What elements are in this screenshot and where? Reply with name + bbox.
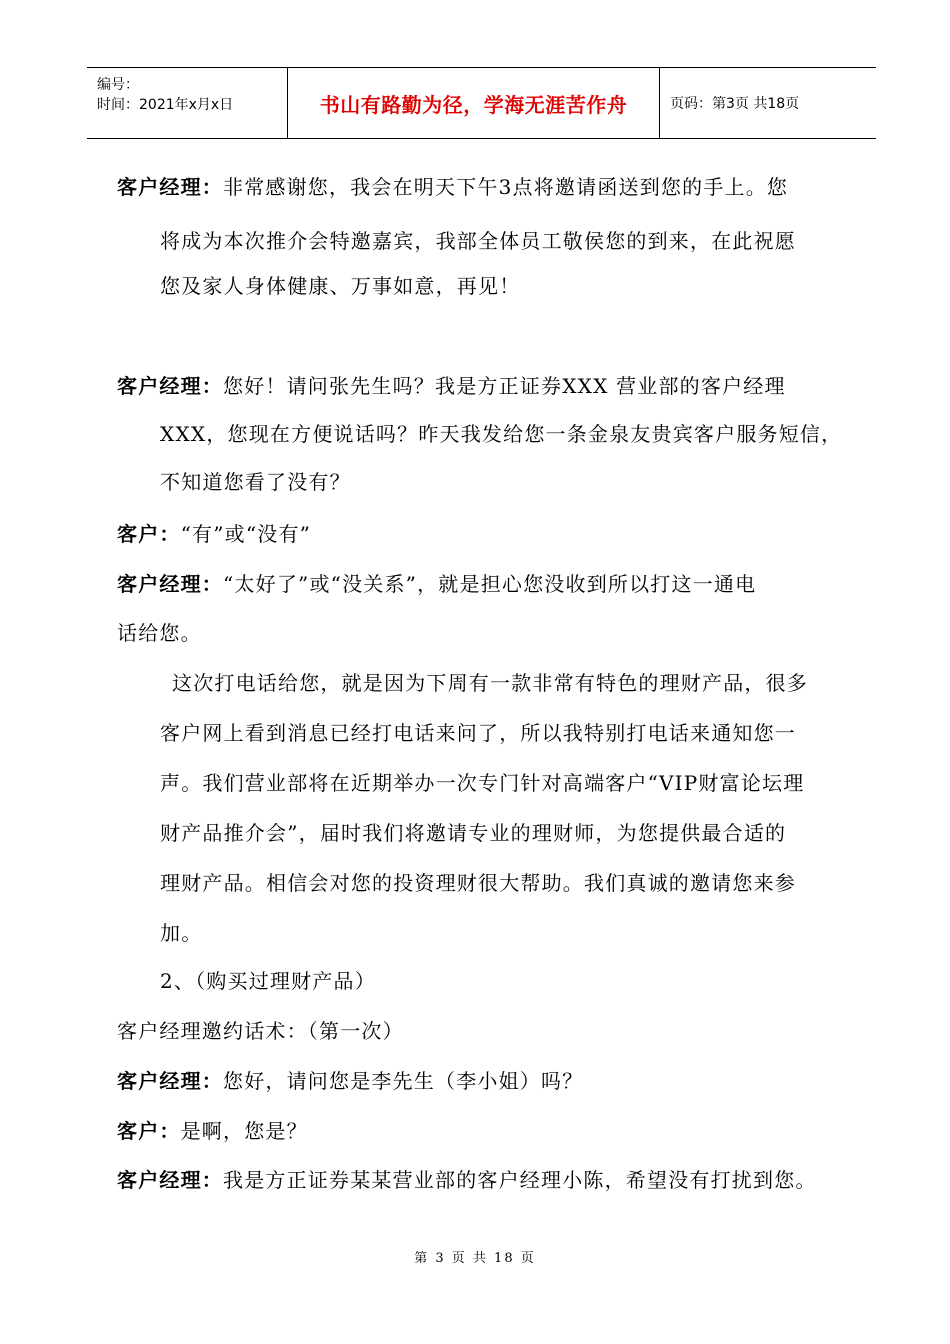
speaker-label: 客户经理： xyxy=(117,1168,223,1192)
speaker-label: 客户经理： xyxy=(117,1069,223,1093)
header-page-cell xyxy=(660,68,876,138)
paragraph-line: 不知道您看了没有？ xyxy=(160,470,351,494)
speaker-label: 客户经理： xyxy=(117,374,223,398)
dialogue-text: “太好了”或“没关系”，就是担心您没收到所以打这一通电 xyxy=(223,572,757,596)
dialogue-text: 非常感谢您，我会在明天下午3点将邀请函送到您的手上。您 xyxy=(223,175,789,199)
paragraph-line: 加。 xyxy=(160,921,203,945)
paragraph-line: 这次打电话给您，就是因为下周有一款非常有特色的理财产品，很多 xyxy=(172,671,808,695)
speaker-label: 客户经理： xyxy=(117,175,223,199)
paragraph-line xyxy=(117,1067,583,1095)
speaker-label: 客户： xyxy=(117,522,181,546)
paragraph-line xyxy=(117,1117,308,1145)
page-footer: 第 3 页 共 18 页 xyxy=(414,1251,536,1266)
speaker-label: 客户： xyxy=(117,1119,181,1143)
paragraph-line: XXX，您现在方便说话吗？昨天我发给您一条金泉友贵宾客户服务短信， xyxy=(160,422,843,446)
section-subheading: 客户经理邀约话术：（第一次） xyxy=(117,1019,404,1043)
paragraph-line xyxy=(117,173,788,201)
paragraph-line: 将成为本次推介会特邀嘉宾，我部全体员工敬侯您的到来，在此祝愿 xyxy=(160,229,796,253)
paragraph-line: 客户网上看到消息已经打电话来问了，所以我特别打电话来通知您一 xyxy=(160,721,796,745)
speaker-label: 客户经理： xyxy=(117,572,223,596)
paragraph-line xyxy=(117,1166,817,1194)
header-table xyxy=(87,67,876,139)
dialogue-text: 我是方正证券某某营业部的客户经理小陈，希望没有打扰到您。 xyxy=(223,1168,817,1192)
paragraph-line: 您及家人身体健康、万事如意，再见！ xyxy=(160,274,521,298)
dialogue-text: 您好，请问您是李先生（李小姐）吗？ xyxy=(223,1069,584,1093)
paragraph-line xyxy=(117,372,786,400)
header-motto: 书山有路勤为径，学海无涯苦作舟 xyxy=(319,92,628,117)
paragraph-line: 声。我们营业部将在近期举办一次专门针对高端客户“VIP财富论坛理 xyxy=(160,771,805,795)
dialogue-text: 是啊，您是？ xyxy=(180,1119,308,1143)
section-heading: 2、（购买过理财产品） xyxy=(160,969,376,993)
document-number-label: 编号： xyxy=(97,77,139,93)
paragraph-line: 财产品推介会”，届时我们将邀请专业的理财师，为您提供最合适的 xyxy=(160,821,787,845)
document-date-label: 时间：2021年x月x日 xyxy=(97,97,234,113)
dialogue-text: “有”或“没有” xyxy=(180,522,312,546)
header-motto-cell xyxy=(288,68,660,138)
paragraph-line xyxy=(117,570,756,598)
dialogue-text: 您好！请问张先生吗？我是方正证券XXX 营业部的客户经理 xyxy=(223,374,786,398)
header-info-cell xyxy=(87,68,288,138)
paragraph-line xyxy=(117,520,311,548)
header-page-label: 页码：第3页 共18页 xyxy=(670,96,800,112)
paragraph-line: 理财产品。相信会对您的投资理财很大帮助。我们真诚的邀请您来参 xyxy=(160,871,796,895)
paragraph-line: 话给您。 xyxy=(117,621,202,645)
